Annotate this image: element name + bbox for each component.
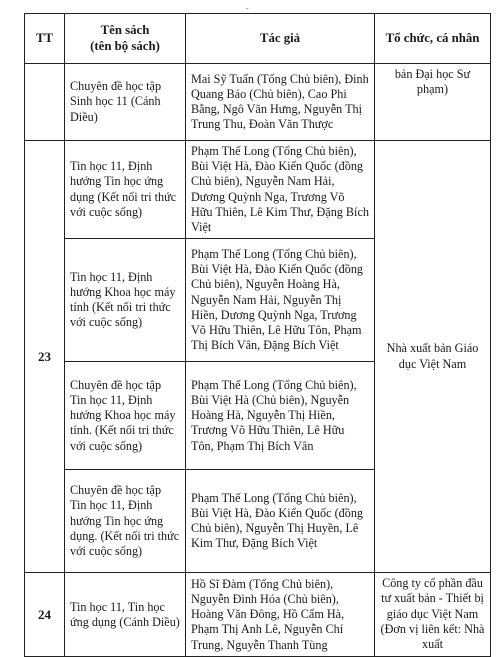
organization-cell: bản Đại học Sư phạm) (375, 64, 491, 141)
table-header-row (25, 14, 491, 64)
book-title-cell: Chuyên đề học tập Tin học 11, Định hướng Tin học ứng dụng. (Kết nối tri thức với cuộc sống) (65, 470, 186, 573)
author-cell: Hồ Sĩ Đàm (Tổng Chủ biên), Nguyễn Đình Hóa (Chủ biên), Hoàng Văn Đông, Hồ Cẩm Hà, Phạm Thị Anh Lê, Nguyễn Chí Trung, Nguyễn Thanh Tùng (186, 573, 375, 657)
header-tt: TT (25, 14, 65, 64)
author-cell: Phạm Thế Long (Tổng Chủ biên), Bùi Việt Hà (Chủ biên), Nguyễn Hoàng Hà, Nguyễn Thị Hiền, Trương Võ Hữu Thiên, Lê Hữu Tôn, Phạm Thị Bích Vân (186, 362, 375, 470)
book-title-cell: Chuyên đề học tập Tin học 11, Định hướng Khoa học máy tính. (Kết nối tri thức với cuộc sống) (65, 362, 186, 470)
organization-cell (375, 573, 491, 657)
header-organization: Tổ chức, cá nhân (375, 14, 491, 64)
author-cell: Phạm Thế Long (Tổng Chủ biên), Bùi Việt Hà, Đào Kiến Quốc (đồng Chủ biên), Nguyễn Hoàng Hà, Nguyễn Nam Hải, Nguyễn Thị Hiền, Dương Quỳnh Nga, Trương Võ Hữu Thiên, Lê Hữu Tôn, Phạm Thị Bích Vân, Đặng Bích Việt (186, 239, 375, 362)
book-title-cell: Chuyên đề học tập Sinh học 11 (Cánh Diều) (65, 64, 186, 141)
tt-cell: 23 (25, 141, 65, 573)
book-title-cell: Tin học 11, Tin học ứng dụng (Cánh Diều) (65, 573, 186, 657)
table-row (25, 64, 491, 141)
author-cell: Phạm Thế Long (Tổng Chủ biên), Bùi Việt Hà, Đào Kiến Quốc (đồng Chủ biên), Nguyễn Nam Hải, Dương Quỳnh Nga, Trương Võ Hữu Thiên, Lê Kim Thư, Đặng Bích Việt (186, 141, 375, 239)
book-title-cell: Tin học 11, Định hướng Tin học ứng dụng (Kết nối tri thức với cuộc sống) (65, 141, 186, 239)
header-author: Tác giả (186, 14, 375, 64)
organization-text: Công ty cổ phần đầu tư xuất bản - Thiết bị giáo dục Việt Nam (Đơn vị liên kết: Nhà xuất (380, 576, 485, 652)
organization-cell: Nhà xuất bản Giáo dục Việt Nam (375, 141, 491, 573)
author-cell: Mai Sỹ Tuấn (Tổng Chủ biên), Đinh Quang Báo (Chủ biên), Cao Phi Bằng, Ngô Văn Hưng, Nguyễn Thị Trung Thu, Đoàn Văn Thược (186, 64, 375, 141)
header-book-title-line2: (tên bộ sách) (90, 38, 160, 53)
header-book-title (65, 14, 186, 64)
page-mark: - (246, 4, 249, 13)
header-book-title-line1: Tên sách (100, 23, 150, 38)
table-row (25, 573, 491, 657)
tt-cell: 24 (25, 573, 65, 657)
table-row (25, 141, 491, 239)
textbook-table (24, 13, 491, 657)
book-title-cell: Tin học 11, Định hướng Khoa học máy tính (Kết nối tri thức với cuộc sống) (65, 239, 186, 362)
tt-cell (25, 64, 65, 141)
author-cell: Phạm Thế Long (Tổng Chủ biên), Bùi Việt Hà, Đào Kiến Quốc (đồng Chủ biên), Nguyễn Thị Huyền, Lê Kim Thư, Đặng Bích Việt (186, 470, 375, 573)
